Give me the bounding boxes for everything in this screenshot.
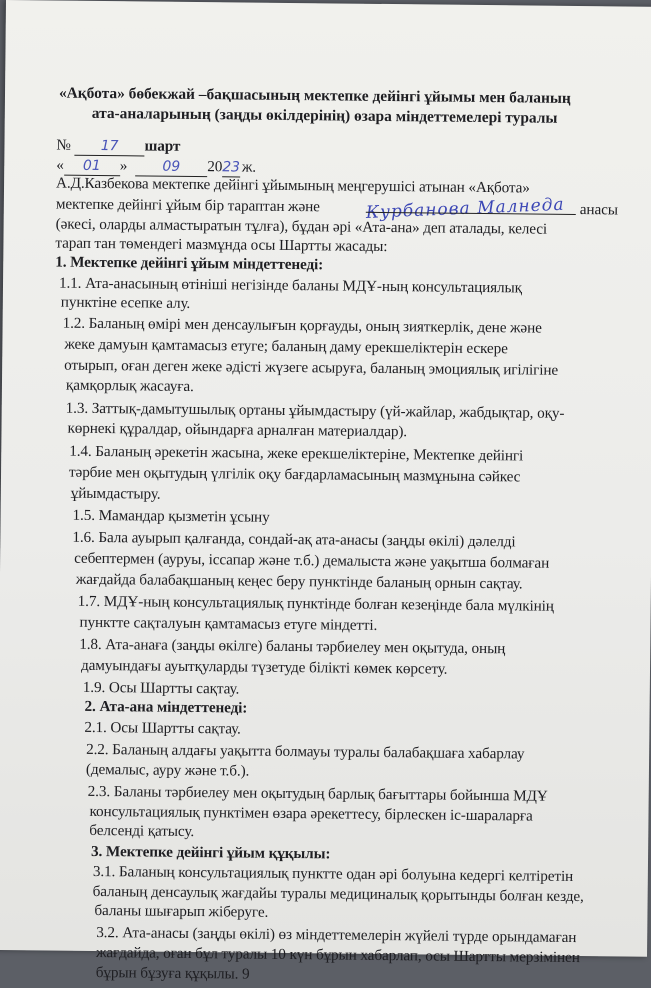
date-day-field: [64, 157, 120, 177]
parent-signature: Курбанова Малнеда: [365, 194, 565, 223]
section-2-line: (демалыс, ауру және т.б.).: [85, 760, 250, 780]
section-2-line: 2.3. Баланы тәрбиелеу мен оқытудың барлық бағыттары бойынша МДҰ: [87, 782, 548, 805]
section-3-line: жағдайда, оған бұл туралы 10 күн бұрын хабарлап, осы Шартты мерзімінен: [95, 943, 580, 967]
section-1-line: қамқорлық жасауға.: [65, 376, 194, 395]
section-1-heading: 1. Мектепке дейінгі ұйым міндеттенеді:: [55, 253, 324, 274]
number-prefix: №: [56, 136, 71, 154]
preamble-line-3: (әкесі, оларды алмастыратын тұлға), бұдан әрі «Ата-ана» деп аталады, келесі: [55, 215, 548, 238]
section-3-line: бұрын бұзуға құқылы. 9: [95, 963, 250, 983]
section-1-line: 1.9. Осы Шартты сақтау.: [82, 678, 240, 698]
section-1-line: 1.6. Бала ауырып қалғанда, сондай-ақ ата-анасы (заңды өкілі) дәлелді: [72, 528, 516, 551]
date-month-value: 09: [162, 158, 181, 175]
section-1-line: ұйымдастыру.: [70, 484, 161, 503]
section-3-line: баланы шығарып жіберуге.: [94, 901, 269, 921]
preamble-line-4: тарап тан төмендегі мазмұнда осы Шартты жасады:: [55, 234, 388, 256]
section-1-line: 1.1. Ата-анасының өтініші негізінде баланы МДҰ-ның консультациялық: [58, 274, 523, 297]
section-2-line: белсенді қатысу.: [89, 821, 195, 841]
section-1-line: пунктте сақталуын қамтамасыз етуге міндетті.: [79, 613, 378, 634]
section-1-line: дамуындағы ауытқуларды түзетуде білікті көмек көрсету.: [80, 656, 448, 678]
section-1-line: жағдайда балабақшаның кеңес беру пунктінде баланың орнын сақтау.: [75, 570, 523, 593]
date-year-suffix: ж.: [241, 158, 257, 176]
preamble-line-2-start: мектепке дейінгі ұйым бір тараптан және: [55, 195, 320, 216]
section-1-line: жеке дамуын қамтамасыз етуге; баланың даму ерекшеліктерін ескере: [64, 335, 508, 358]
section-2-heading: 2. Ата-ана міндеттенеді:: [84, 697, 248, 717]
section-1-line: 1.2. Баланың өмірі мен денсаулығын қорғауды, оның зияткерлік, дене және: [62, 314, 542, 337]
date-close-quote: »: [119, 157, 128, 175]
section-2-line: 2.1. Осы Шартты сақтау.: [84, 718, 241, 738]
section-2-line: консультациялық пунктімен өзара әрекеттесу, бірлескен іс-шараларға: [89, 802, 533, 825]
section-1-line: 1.5. Мамандар қызметін ұсыну: [72, 506, 270, 526]
date-month-field: [135, 157, 207, 177]
contract-number-value: 17: [100, 138, 119, 155]
section-3-line: 3.2. Ата-анасы (заңды өкілі) өз міндеттемелерін жүйелі түрде орындамаған: [96, 923, 577, 947]
section-1-line: тәрбие мен оқытудың үлгілік оқу бағдарламасының мазмұнына сәйкес: [68, 463, 521, 486]
number-suffix: шарт: [144, 137, 181, 155]
section-1-line: көрнекі құралдар, ойындарға арналған материалдар).: [67, 419, 408, 441]
section-2-line: 2.2. Баланың алдағы уақытта болмауы туралы балабақшаға хабарлау: [86, 740, 525, 763]
section-1-line: 1.8. Ата-анаға (заңды өкілге) баланы тәрбиелеу мен оқытуда, оның: [79, 635, 506, 658]
section-1-line: себептермен (ауруы, іссапар және т.б.) демалыста және уақытша болмаған: [74, 549, 550, 572]
section-1-line: 1.3. Заттық-дамытушылық ортаны ұйымдастыру (үй-жайлар, жабдықтар, оқу-: [65, 399, 565, 422]
section-1-line: пунктіне есепке алу.: [60, 293, 191, 312]
section-1-line: 1.7. МДҰ-ның консультациялық пунктінде болған кезеңінде бала мүлкінің: [77, 592, 554, 615]
section-3-line: 3.1. Баланың консультациялық пунктте одан әрі болуына кедергі келтіретін: [92, 862, 574, 885]
document-title-line-1: «Ақбота» бөбекжай –бақшасының мектепке дейінгі ұйымы мен баланың: [58, 84, 571, 107]
document-content: [6, 0, 651, 983]
section-1-line: 1.4. Баланың әрекетін жасына, жеке ерекшеліктеріне, Мектепке дейінгі: [69, 442, 524, 465]
date-day-value: 01: [82, 157, 101, 174]
document-title-line-2: ата-аналарының (заңды өкілдерінің) өзара міндеттемелері туралы: [91, 104, 558, 127]
date-year-prefix: 20: [207, 158, 223, 176]
date-year-value: 23: [222, 159, 240, 176]
section-3-heading: 3. Мектепке дейінгі ұйым құқылы:: [90, 842, 331, 863]
section-3-line: баланың денсаулық жағдайы туралы медициналық қорытынды болған кезде,: [92, 882, 584, 906]
preamble-line-1: А.Д.Казбекова мектепке дейінгі ұйымының меңгерушісі атынан «Ақбота»: [55, 174, 530, 197]
section-1-line: отырып, оған деген жеке әдісті жүзеге асыруға, баланың эмоциялық игілігіне: [64, 356, 559, 379]
contract-number-field: [74, 137, 144, 157]
preamble-line-2-end: анасы: [579, 201, 618, 219]
date-open-quote: «: [56, 156, 64, 174]
contract-number-row: [56, 137, 180, 157]
